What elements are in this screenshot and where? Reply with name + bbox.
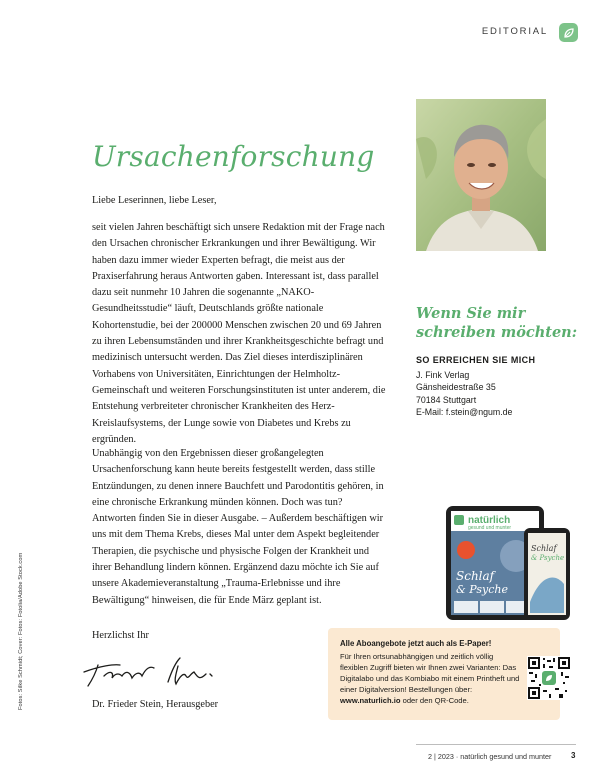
contact-street: Gänsheidestraße 35 xyxy=(416,382,496,393)
contact-heading-line-1: Wenn Sie mir xyxy=(416,305,526,322)
phone-cover-title: Schlaf xyxy=(531,544,557,553)
contact-address xyxy=(416,369,512,419)
photo-credit: Fotos: Silke Schmidt; Cover: Fotos: Fotolia/Adobe Stock.com xyxy=(18,552,24,710)
footer-issue: 2 | 2023 · natürlich gesund und munter xyxy=(428,752,552,761)
epaper-title: Alle Aboangebote jetzt auch als E-Paper! xyxy=(340,639,492,648)
contact-city: 70184 Stuttgart xyxy=(416,394,477,405)
epaper-text xyxy=(340,651,520,706)
qr-code[interactable] xyxy=(527,656,571,700)
section-label: EDITORIAL xyxy=(481,26,548,37)
leaf-icon xyxy=(559,23,578,42)
tablet-cover-subtitle: & Psyche xyxy=(456,583,509,596)
tablet-cover-title: Schlaf xyxy=(456,569,495,583)
epaper-text-end: oder den QR-Code. xyxy=(400,696,469,705)
contact-heading xyxy=(416,304,596,342)
tablet-subtitle: gesund und munter xyxy=(468,525,512,531)
phone-cover-subtitle: & Psyche xyxy=(531,554,565,562)
epaper-url[interactable]: www.naturlich.io xyxy=(340,696,401,705)
page-title: Ursachenforschung xyxy=(92,140,375,173)
page-number: 3 xyxy=(571,751,576,760)
closing: Herzlichst Ihr xyxy=(92,630,149,641)
handwritten-signature xyxy=(80,652,250,690)
footer-divider xyxy=(416,744,576,745)
contact-heading-line-2: schreiben möchten: xyxy=(416,324,578,341)
paragraph-2: Unabhängig von den Ergebnissen dieser großangelegten Ursachenforschung kann heute bereits festgestellt werden, dass stille Entzündungen, zu denen innere Bauchfett und Parodontitis gehören, in eine chronische Erkrankung münden können. Doch was tun? Antworten finden Sie in dieser Ausgabe. – Außerdem beschäftigen wir uns mit dem Thema Krebs, dieses Mal unter dem Aspekt begleitender Therapien, die psychische und physische Folgen der Krankheit und ihrer Behandlung lindern können. Ergänzend dazu möchte ich Sie auf unsere Akademieveranstaltung „Trauma-Erlebnisse und ihre Bewältigung“ hinweisen, die für Ende März geplant ist. xyxy=(92,448,384,606)
contact-email[interactable]: E-Mail: f.stein@ngum.de xyxy=(416,407,513,418)
salutation: Liebe Leserinnen, liebe Leser, xyxy=(92,195,217,206)
magazine-devices xyxy=(446,506,570,622)
signature-name: Dr. Frieder Stein, Herausgeber xyxy=(92,699,219,710)
contact-publisher: J. Fink Verlag xyxy=(416,370,470,380)
tablet-brand: natürlich xyxy=(468,515,511,526)
epaper-text-intro: Für Ihren ortsunabhängigen und zeitlich völlig flexiblen Zugriff bieten wir Ihnen zwei Varianten: Das Digitalabo und das Kombiabo mit einem Printheft und einer Digitalversion! Bestellungen über: xyxy=(340,652,520,694)
contact-subheading: SO ERREICHEN SIE MICH xyxy=(416,355,536,365)
paragraph-1: seit vielen Jahren beschäftigt sich unsere Redaktion mit der Frage nach den Ursachen chronischer Erkrankungen und ihrer Bewältigung. Wir haben dazu immer wieder Experten befragt, die meist aus der Praxiserfahrung heraus Antworten gaben. Interessant ist, dass parallel dazu seit nunmehr 10 Jahren die sogenannte „NAKO-Gesundheitsstudie“ läuft, Deutschlands größte nationale Kohortenstudie, bei der 200000 Menschen zwischen 20 und 69 Jahren zu ihren Lebensumständen und ihrer Krankheitsgeschichte befragt und medizinisch untersucht werden. Das Ziel dieses interdisziplinären Vorhabens von Universitäten, Einrichtungen der Helmholtz-Gemeinschaft und weiteren Forschungsinstituten ist unter anderem, die Entstehung verbreiteter chronischer Krankheiten des Herz-Kreislaufsystems, der Lunge sowie von Diabetes und Krebs zu ergründen. xyxy=(92,222,386,445)
author-portrait xyxy=(416,99,546,251)
